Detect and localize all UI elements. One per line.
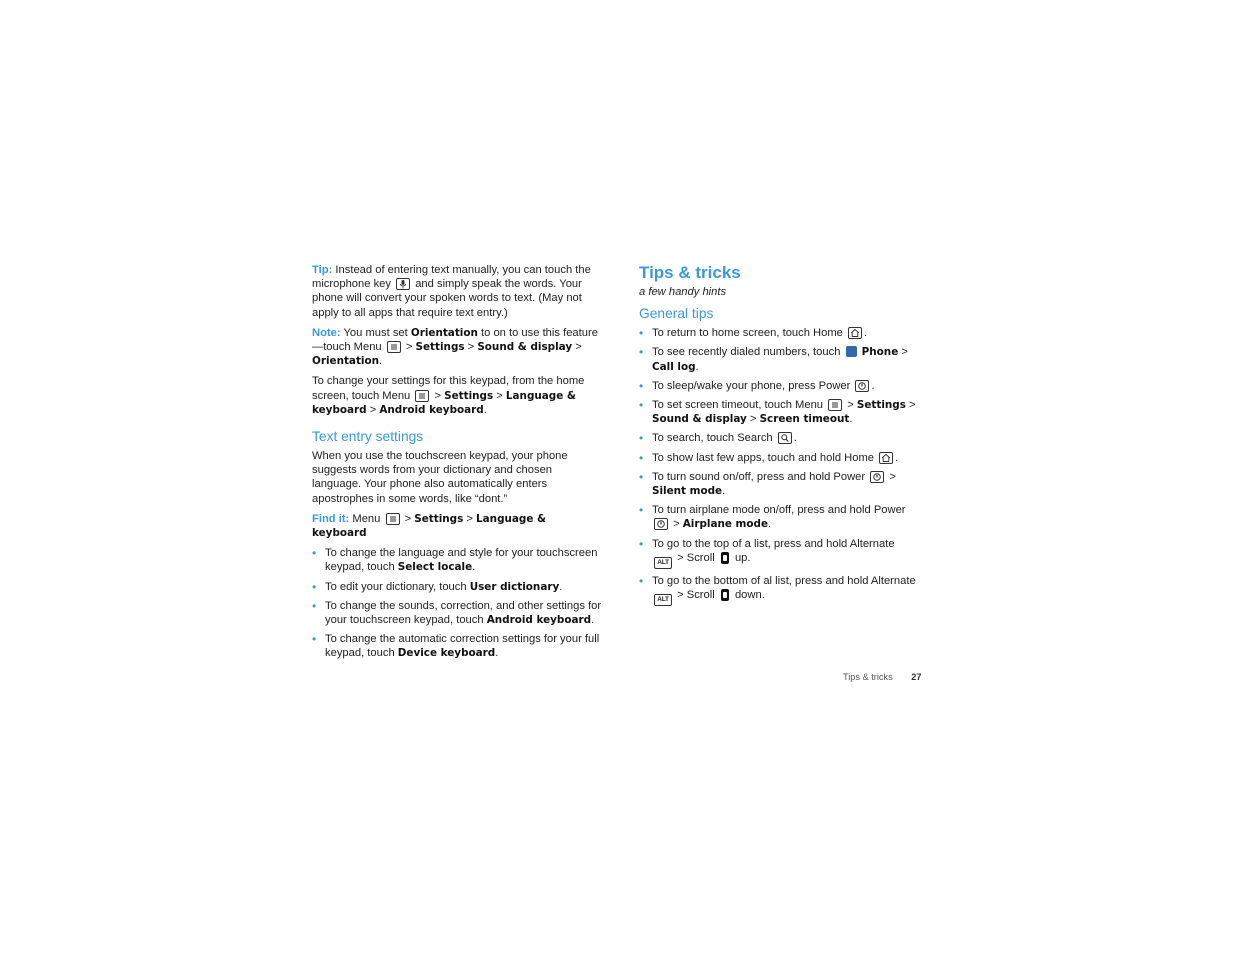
note-paragraph: Note: You must set Orientation to on to use this feature—touch Menu > Settings > Sound & display > Orientation. (312, 326, 598, 368)
tip-text-2: and simply speak the words. Your phone will convert your spoken words to text. (May not apply to all apps that require text entry.) (312, 278, 582, 319)
footer-section: Tips & tricks (843, 672, 893, 682)
bullet-bold: Select locale (397, 561, 473, 574)
tip-text: To go to the bottom of al list, press and hold Alternate (652, 574, 916, 587)
list-item: • To edit your dictionary, touch User dictionary. (312, 580, 602, 594)
change-settings: Settings (444, 389, 494, 402)
home-icon (879, 452, 893, 464)
change-text: To change your settings for this keypad, from the home screen, touch Menu (312, 375, 585, 402)
tip-bold: Airplane mode (682, 518, 769, 531)
bullet-text: To change the sounds, correction, and other settings for your touchscreen keypad, touch (325, 599, 602, 627)
keypad-settings-list (312, 546, 602, 660)
note-text-2: to on to use this feature—touch Menu (312, 326, 598, 354)
bullet-bold: User dictionary (469, 580, 560, 593)
power-icon (855, 380, 869, 392)
tip-bold: Phone (861, 346, 899, 359)
left-column (312, 263, 602, 666)
list-item: • To set screen timeout, touch Menu > Settings > Sound & display > Screen timeout. (639, 398, 919, 426)
trackball-scroll-icon (721, 589, 729, 601)
find-it-settings: Settings (414, 512, 464, 525)
menu-icon (415, 390, 429, 402)
list-item: • To see recently dialed numbers, touch Phone > Call log. (639, 345, 919, 373)
find-it-language-keyboard: Language & keyboard (312, 512, 547, 540)
note-sound-display: Sound & display (477, 341, 573, 354)
list-item: • To search, touch Search . (639, 431, 919, 445)
tip-bold: Settings (856, 399, 906, 412)
page-number: 27 (911, 672, 922, 682)
menu-icon (387, 341, 401, 353)
tip-bold: Call log (652, 360, 696, 373)
bullet-bold: Device keyboard (397, 647, 496, 660)
tip-text: To go to the top of a list, press and hold Alternate (652, 537, 895, 550)
tip-paragraph (312, 263, 602, 320)
page-footer (843, 672, 921, 682)
change-paragraph: To change your settings for this keypad, from the home screen, touch Menu > Settings > Language & keyboard > Android keyboard. (312, 375, 585, 416)
change-language-keyboard: Language & keyboard (312, 389, 576, 416)
phone-app-icon (846, 346, 857, 357)
tip-bold: Screen timeout (759, 413, 850, 426)
microphone-icon (396, 278, 410, 290)
find-it-label: Find it: (312, 512, 350, 525)
page-title: Tips & tricks (639, 263, 741, 282)
find-it-menu: Menu (352, 512, 381, 525)
text-entry-body: When you use the touchscreen keypad, your phone suggests words from your dictionary and chosen language. Your phone also automatically enters apostrophes in some words, like “dont.” (312, 450, 568, 505)
menu-icon (386, 513, 400, 525)
tip-text: To show last few apps, touch and hold Home (652, 451, 875, 464)
list-item: • To return to home screen, touch Home . (639, 326, 919, 340)
list-item: • To change the language and style for your touchscreen keypad, touch Select locale. (312, 546, 602, 574)
note-settings: Settings (415, 341, 465, 354)
tip-text: To search, touch Search (652, 432, 773, 445)
tip-text-1: Instead of entering text manually, you can touch the microphone key (312, 264, 591, 291)
right-column (639, 263, 919, 611)
note-orientation: Orientation (410, 326, 478, 339)
tip-bold: Sound & display (652, 413, 747, 426)
bullet-text: To edit your dictionary, touch (325, 580, 467, 593)
tip-text: Scroll (686, 589, 715, 602)
general-tips-heading: General tips (639, 306, 714, 322)
tip-text: Scroll (686, 551, 715, 564)
page-subtitle: a few handy hints (639, 286, 727, 298)
list-item: • To go to the top of a list, press and hold Alternate ALT > Scroll up. (639, 537, 919, 569)
bullet-text: To change the language and style for your touchscreen keypad, touch (325, 547, 598, 574)
power-icon (870, 471, 884, 483)
text-entry-heading: Text entry settings (312, 429, 424, 445)
power-icon (654, 518, 668, 530)
home-icon (848, 327, 862, 339)
tip-text: To return to home screen, touch Home (652, 327, 843, 340)
tip-text: To sleep/wake your phone, press Power (652, 379, 851, 392)
list-item: • To go to the bottom of al list, press and hold Alternate ALT > Scroll down. (639, 574, 919, 606)
menu-icon (828, 399, 842, 411)
tip-bold: Silent mode (652, 485, 723, 498)
trackball-scroll-icon (721, 552, 729, 564)
tip-text: To turn sound on/off, press and hold Power (652, 470, 866, 483)
bullet-text: To change the automatic correction settings for your full keypad, touch (325, 633, 600, 660)
alt-key-icon: ALT (654, 594, 672, 606)
bullet-bold: Android keyboard (486, 614, 592, 627)
note-text-1: You must set (343, 326, 408, 339)
tip-text: down. (734, 589, 765, 602)
list-item: • To change the automatic correction settings for your full keypad, touch Device keyboard. (312, 632, 602, 660)
alt-key-icon: ALT (654, 557, 672, 569)
note-label: Note: (312, 326, 341, 339)
note-orientation-2: Orientation (312, 355, 380, 368)
tip-text: To turn airplane mode on/off, press and hold Power (652, 504, 906, 517)
change-android-keyboard: Android keyboard (379, 403, 484, 416)
list-item: • To sleep/wake your phone, press Power . (639, 379, 919, 393)
list-item: • To turn airplane mode on/off, press and hold Power > Airplane mode. (639, 503, 919, 531)
find-it-paragraph: Find it: Menu > Settings > Language & keyboard (312, 512, 547, 540)
tip-label: Tip: (312, 264, 333, 276)
tip-text: To see recently dialed numbers, touch (652, 346, 841, 359)
general-tips-list (639, 326, 919, 606)
list-item: • To change the sounds, correction, and other settings for your touchscreen keypad, touch Android keyboard. (312, 599, 602, 627)
list-item: • To turn sound on/off, press and hold Power > Silent mode. (639, 470, 919, 498)
search-icon (778, 432, 792, 444)
tip-text: To set screen timeout, touch Menu (652, 399, 824, 412)
tip-text: up. (734, 551, 751, 564)
list-item: • To show last few apps, touch and hold Home . (639, 451, 919, 465)
